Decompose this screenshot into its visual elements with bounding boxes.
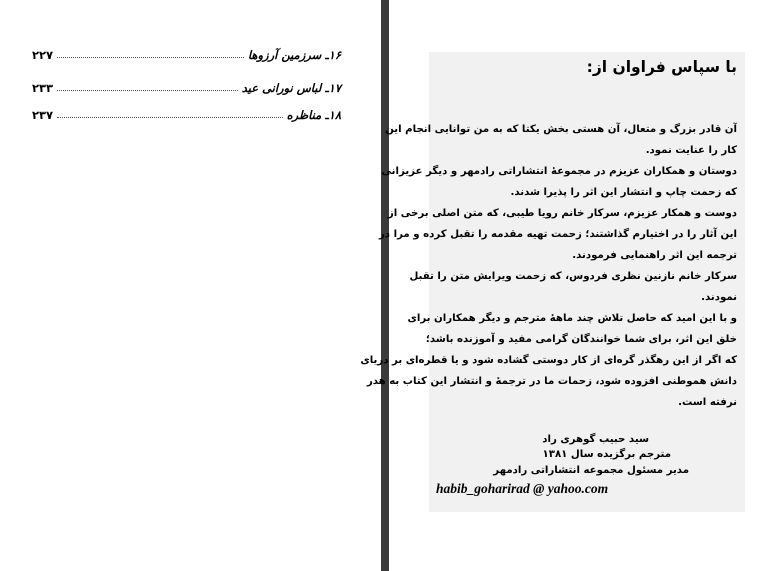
signature-position: مدیر مسئول مجموعه انتشاراتی رادمهر (493, 465, 689, 476)
acknowledgement-line: خلق این اثر، برای شما خوانندگان گرامی مفید و آموزنده باشد؛ (425, 334, 737, 345)
acknowledgement-line: دانش هموطنی افزوده شود، زحمات ما در ترجمهٔ و انتشار این کتاب به هدر (366, 376, 737, 387)
signature-role: مترجم برگزیده سال ۱۳۸۱ (542, 449, 671, 460)
toc-entry-page: ۲۳۷ (32, 108, 54, 122)
toc-entry-page: ۲۳۳ (32, 81, 54, 95)
acknowledgement-line: که زحمت چاپ و انتشار این اثر را پذیرا شدند. (510, 187, 737, 198)
acknowledgement-line: این آثار را در اختیارم گذاشتند؛ زحمت تهیه مقدمه را تقبل کرده و مرا در (378, 229, 737, 240)
toc-entry-page: ۲۲۷ (32, 48, 54, 62)
signature-email: habib_goharirad @ yahoo.com (436, 481, 609, 496)
toc-entry (32, 77, 341, 95)
toc-dot-leader (57, 117, 283, 118)
signature-name: سید حبیب گوهری راد (542, 434, 649, 445)
acknowledgement-line: و با این امید که حاصل تلاش چند ماههٔ مترجم و دیگر همکاران برای (407, 313, 737, 324)
acknowledgement-line: نرفته است. (678, 397, 737, 408)
toc-dot-leader (57, 90, 238, 91)
right-page (360, 0, 768, 571)
toc-entry (32, 44, 341, 62)
toc-dot-leader (57, 57, 244, 58)
acknowledgement-line: آن قادر بزرگ و متعال، آن هستی بخش یکتا که به من توانایی انجام این (385, 124, 737, 135)
toc-entry-title: ۱۶ـ سرزمین آرزوها (247, 48, 341, 62)
acknowledgement-line: دوستان و همکاران عزیزم در مجموعهٔ انتشاراتی رادمهر و دیگر عزیزانی (381, 166, 737, 177)
book-spine-divider (381, 0, 389, 571)
acknowledgement-line: نمودند. (701, 292, 737, 303)
toc-entry-title: ۱۷ـ لباس نورانی عید (241, 81, 341, 95)
acknowledgement-line: سرکار خانم نازنین نظری فردوس، که زحمت ویرایش متن را تقبل (409, 271, 737, 282)
left-page (0, 0, 381, 571)
acknowledgement-heading: با سپاس فراوان از: (586, 58, 737, 76)
acknowledgement-line: کار را عنایت نمود. (645, 145, 737, 156)
toc-entry (32, 104, 341, 122)
acknowledgement-line: دوست و همکار عزیزم، سرکار خانم رویا طیبی، که متن اصلی برخی از (387, 208, 737, 219)
toc-entry-title: ۱۸ـ مناظره (286, 108, 341, 122)
acknowledgement-line: ترجمه این اثر راهنمایی فرمودند. (572, 250, 737, 261)
acknowledgement-line: که اگر از این رهگذر گره‌ای از کار دوستی گشاده شود و یا قطره‌ای بر دریای (360, 355, 737, 366)
acknowledgement-box (360, 52, 745, 512)
